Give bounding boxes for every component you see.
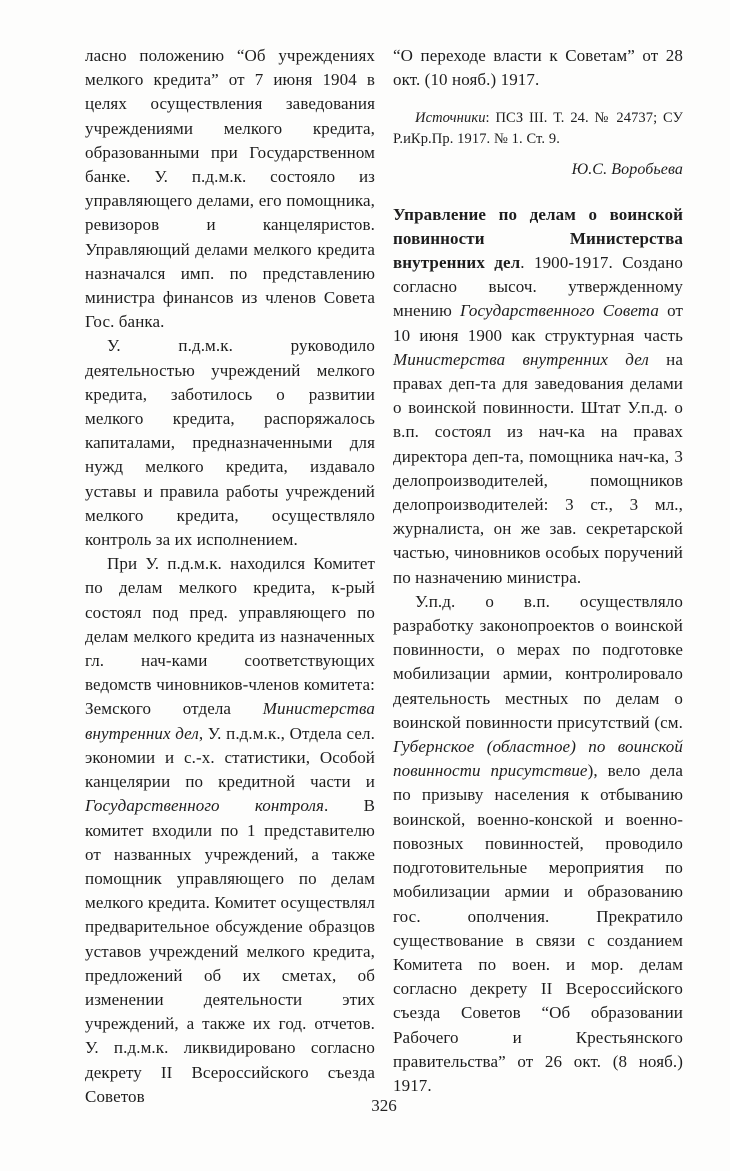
- column-left: [85, 44, 375, 1109]
- text-segment: : ПСЗ III. Т. 24. № 24737; СУ Р.иКр.Пр. 1917. № 1. Ст. 9.: [393, 110, 683, 147]
- text-segment: Министерства внутренних дел: [393, 349, 649, 369]
- text-segment: Государственного контроля: [85, 796, 325, 816]
- text-segment: , У. п.д.м.к., Отдела сел. экономии и с.-х. статистики, Особой канцелярии по кредитной части и: [85, 723, 375, 792]
- text-columns: [85, 44, 683, 1109]
- text-segment: Министерства внутренних дел: [85, 699, 375, 743]
- text-segment: ), вело дела по призыву населения к отбыванию воинской, военно-конской и военно-повозных повинностей, проводило подготовительные мероприятия по мобилизации армии и образованию гос. ополчения. Прекратило существование в связи с созданием Комитета по воен. и мор. делам согласно декрету II Всероссийского съезда Советов “Об образовании Рабочего и Крестьянского правительства” от 26 окт. (8 нояб.) 1917.: [393, 761, 683, 1095]
- text-segment: Ю.С. Воробьева: [571, 161, 683, 179]
- text-segment: Источники: [415, 110, 486, 127]
- text-segment: Государственного Совета: [460, 301, 659, 321]
- text-segment: При У. п.д.м.к. находился Комитет по делам мелкого кредита, к-рый состоял под пред. управляющего по делам мелкого кредита из назначенных гл. нач-ками соответствующих ведомств чиновников-членов комитета: Земского отдела: [85, 554, 375, 719]
- text-segment: “О переходе власти к Советам” от 28 окт. (10 нояб.) 1917.: [393, 46, 683, 90]
- paragraph-activities: [85, 334, 375, 552]
- paragraph-committee: [85, 552, 375, 1109]
- paragraph-entry-body: [393, 590, 683, 1098]
- page-number: 326: [371, 1096, 397, 1115]
- text-segment: У. п.д.м.к. руководило деятельностью учреждений мелкого кредита, заботилось о развитии мелкого кредита, распоряжалось капиталами, предназначенными для нужд мелкого кредита, издавало уставы и правила работы учреждений мелкого кредита, осуществляло контроль за их исполнением.: [85, 336, 375, 550]
- paragraph-entry-heading: [393, 203, 683, 590]
- paragraph-author: [393, 158, 683, 182]
- text-segment: ласно положению “Об учреждениях мелкого кредита” от 7 июня 1904 в целях осуществления заведования учреждениями мелкого кредита, образованными при Государственном банке. У. п.д.м.к. состояло из управляющего делами, его помощника, ревизоров и канцеляристов. Управляющий делами мелкого кредита назначался имп. по представлению министра финансов из членов Совета Гос. банка.: [85, 46, 375, 332]
- text-segment: . В комитет входили по 1 представителю от названных учреждений, а также помощник управляющего по делам мелкого кредита. Комитет осуществлял предварительное обсуждение образцов уставов учреждений мелкого кредита, предложений об их сметах, об изменении деятельности этих учреждений, а также их год. отчетов. У. п.д.м.к. ликвидировано согласно декрету II Всероссийского съезда Советов: [85, 796, 376, 1106]
- column-right: [393, 44, 683, 1109]
- text-segment: У.п.д. о в.п. осуществляло разработку законопроектов о воинской повинности, о мерах по подготовке мобилизации армии, контролировало деятельность местных по делам о воинской повинности присутствий (см.: [393, 591, 683, 732]
- text-segment: на правах деп-та для заведования делами о воинской повинности. Штат У.п.д. о в.п. состоял из нач-ка на правах директора деп-та, помощника нач-ка, 3 делопроизводителей, помощников делопроизводителей: 3 ст., 3 мл., журналиста, он же зав. секретарской частью, чиновников особых поручений по назначению министра.: [393, 349, 684, 587]
- paragraph-continuation: [85, 44, 375, 334]
- text-segment: . 1900-1917. Создано согласно высоч. утвержденному мнению: [393, 253, 683, 321]
- paragraph-sources: [393, 108, 683, 149]
- text-segment: Управление по делам о воинской повинности Министерства внутренних дел: [393, 204, 683, 273]
- paragraph-continuation-decree: [393, 44, 683, 92]
- text-segment: от 10 июня 1900 как структурная часть: [393, 301, 683, 345]
- text-segment: Губернское (областное) по воинской повинности присутствие: [393, 737, 683, 781]
